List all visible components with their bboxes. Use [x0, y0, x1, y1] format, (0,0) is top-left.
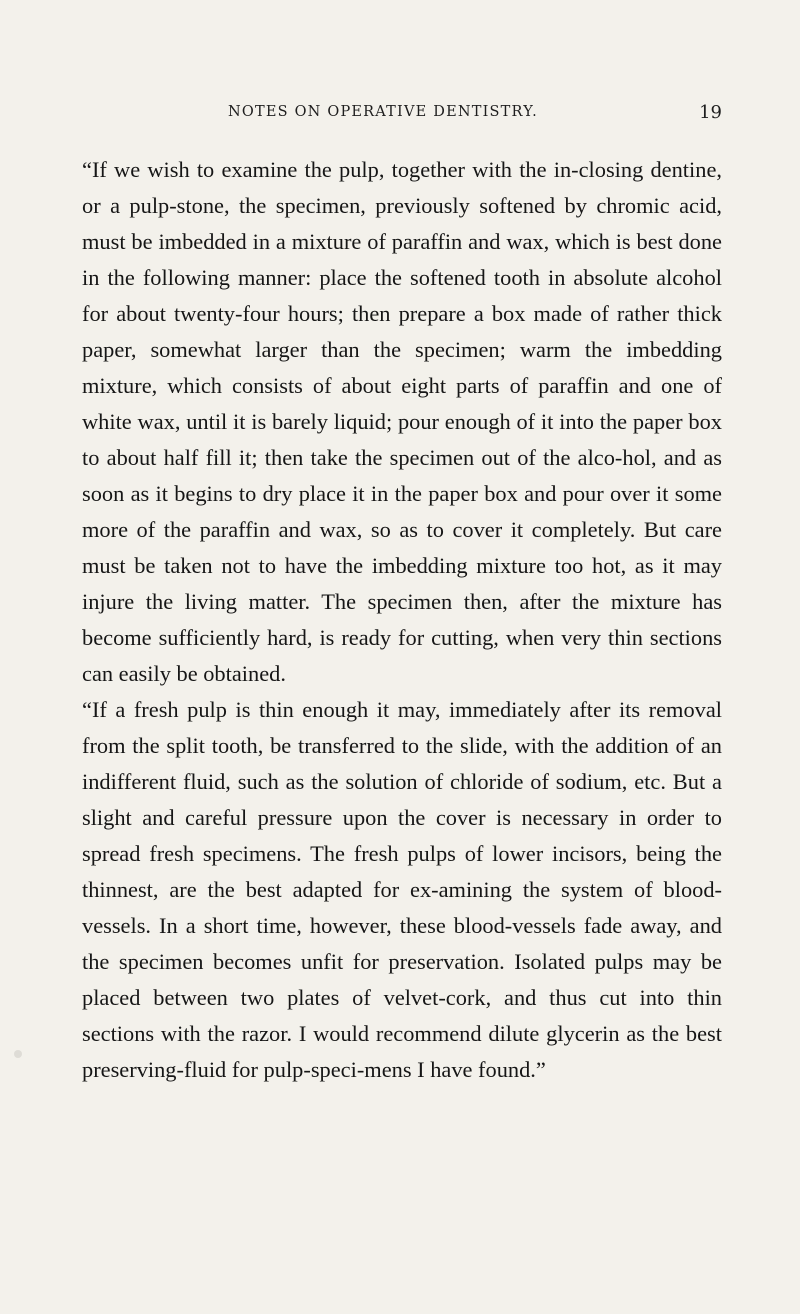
- paragraph-2: “If a fresh pulp is thin enough it may, immediately after its removal from the split tooth, be transferred to the slide, with the addition of an indifferent fluid, such as the solution of chloride of sodium, etc. But a slight and careful pressure upon the cover is necessary in order to spread fresh specimens. The fresh pulps of lower incisors, being the thinnest, are the best adapted for ex-amining the system of blood-vessels. In a short time, however, these blood-vessels fade away, and the specimen becomes unfit for preservation. Isolated pulps may be placed between two plates of velvet-cork, and thus cut into thin sections with the razor. I would recommend dilute glycerin as the best preserving-fluid for pulp-speci-mens I have found.”: [82, 697, 722, 1082]
- page-number: 19: [699, 102, 722, 123]
- paragraph-1: “If we wish to examine the pulp, together with the in-closing dentine, or a pulp-stone, the specimen, previously softened by chromic acid, must be imbedded in a mixture of paraffin and wax, which is best done in the following manner: place the softened tooth in absolute alcohol for about twenty-four hours; then prepare a box made of rather thick paper, somewhat larger than the specimen; warm the imbedding mixture, which consists of about eight parts of paraffin and one of white wax, until it is barely liquid; pour enough of it into the paper box to about half fill it; then take the specimen out of the alco-hol, and as soon as it begins to dry place it in the paper box and pour over it some more of the paraffin and wax, so as to cover it completely. But care must be taken not to have the imbedding mixture too hot, as it may injure the living matter. The specimen then, after the mixture has become sufficiently hard, is ready for cutting, when very thin sections can easily be obtained.: [82, 157, 722, 686]
- paper-spot: [14, 1050, 22, 1058]
- running-head: NOTES ON OPERATIVE DENTISTRY.: [228, 104, 538, 120]
- page-header: [82, 96, 722, 132]
- page-body: [82, 152, 722, 1088]
